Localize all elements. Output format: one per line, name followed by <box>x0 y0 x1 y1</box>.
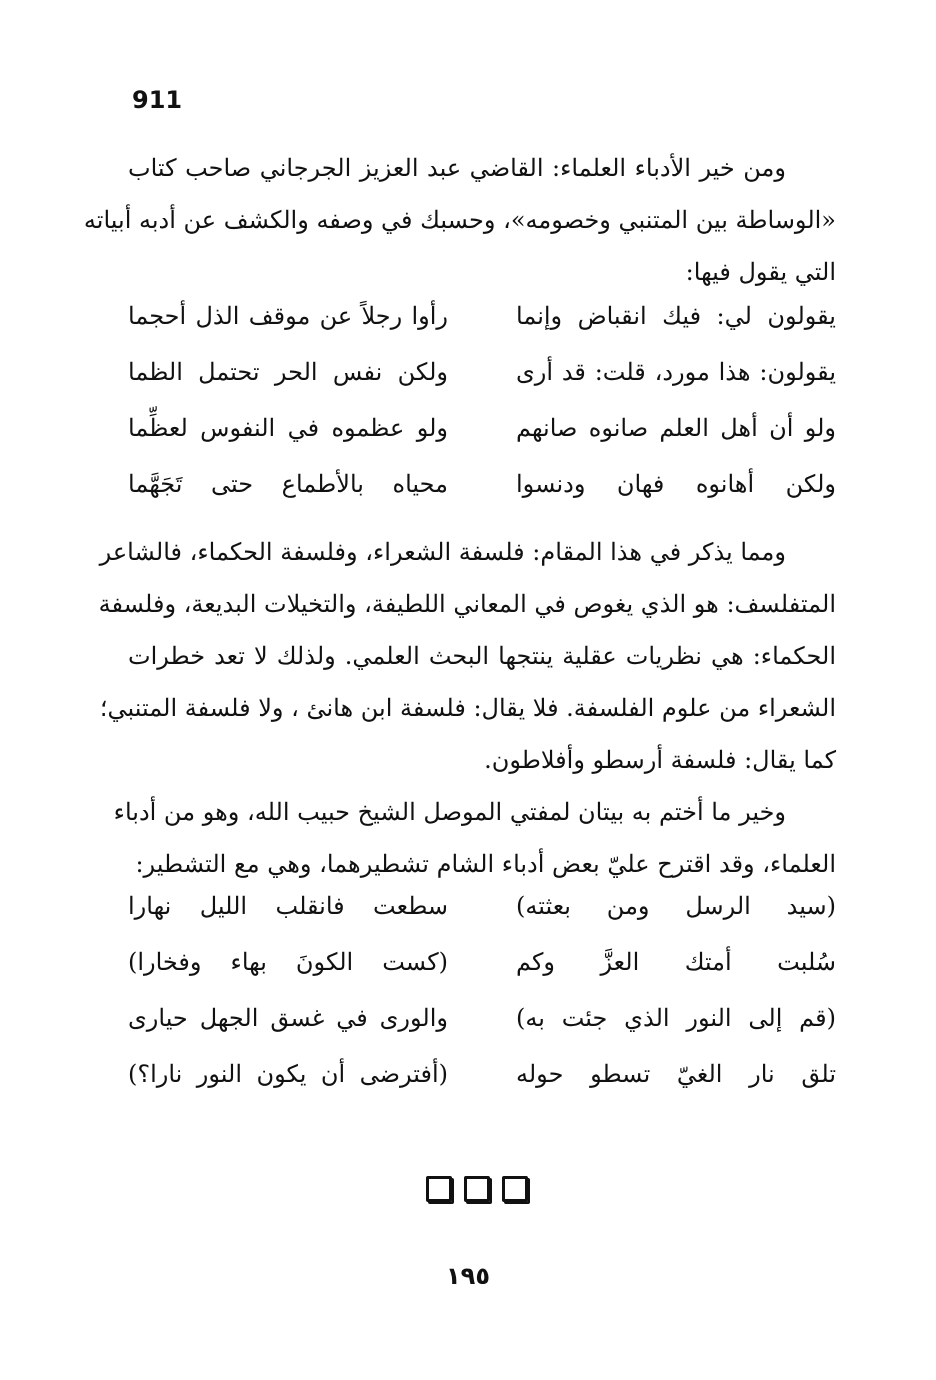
verse <box>128 1060 836 1116</box>
verse-first-hemistich: يقولون لي: فيك انقباض وإنما <box>516 302 836 330</box>
verse <box>128 414 836 470</box>
verse-first-hemistich: ولو أن أهل العلم صانوه صانهم <box>516 414 836 442</box>
paragraph-closing <box>113 786 836 890</box>
verse-second-hemistich: رأوا رجلاً عن موقف الذل أحجما <box>128 302 448 330</box>
text-line: العلماء، وقد اقترح عليّ بعض أدباء الشام تشطيرهما، وهي مع التشطير: <box>135 850 836 878</box>
verse-first-hemistich: سُلبت أمتك العزَّ وكم <box>516 948 836 976</box>
text-line: التي يقول فيها: <box>685 258 836 286</box>
text-line: الحكماء: هي نظريات عقلية ينتجها البحث العلمي. ولذلك لا تعد خطرات <box>128 642 836 670</box>
section-divider <box>426 1176 528 1202</box>
paragraph-philosophy <box>98 526 836 786</box>
verse-second-hemistich: محياه بالأطماع حتى تَجَهَّما <box>128 470 448 498</box>
verse-first-hemistich: (سيد الرسل ومن بعثته) <box>516 892 836 920</box>
verse-first-hemistich: يقولون: هذا مورد، قلت: قد أرى <box>516 358 836 386</box>
verse-second-hemistich: سطعت فانقلب الليل نهارا <box>128 892 448 920</box>
verse <box>128 892 836 948</box>
square-ornament-icon <box>464 1176 490 1202</box>
verse <box>128 1004 836 1060</box>
verse <box>128 302 836 358</box>
text-line: وخير ما أختم به بيتان لمفتي الموصل الشيخ حبيب الله، وهو من أدباء <box>113 798 786 826</box>
text-line: ومن خير الأدباء العلماء: القاضي عبد العزيز الجرجاني صاحب كتاب <box>128 154 786 182</box>
paragraph-intro <box>83 142 836 298</box>
square-ornament-icon <box>426 1176 452 1202</box>
text-line: الشعراء من علوم الفلسفة. فلا يقال: فلسفة ابن هانئ ، ولا فلسفة المتنبي؛ <box>99 694 836 722</box>
verse-second-hemistich: (أفترضى أن يكون النور نارا؟) <box>128 1060 448 1088</box>
page-number-bottom: ١٩٥ <box>446 1262 490 1290</box>
text-line: كما يقال: فلسفة أرسطو وأفلاطون. <box>484 746 836 774</box>
verse-second-hemistich: ولكن نفس الحر تحتمل الظما <box>128 358 448 386</box>
verse-first-hemistich: ولكن أهانوه فهان ودنسوا <box>516 470 836 498</box>
text-line: المتفلسف: هو الذي يغوص في المعاني اللطيفة، والتخيلات البديعة، وفلسفة <box>98 590 836 618</box>
verse <box>128 470 836 526</box>
poem-tashtir <box>128 892 836 1116</box>
verse-second-hemistich: (كست الكونَ بهاء وفخارا) <box>128 948 448 976</box>
verse-second-hemistich: ولو عظموه في النفوس لعظِّما <box>128 414 448 442</box>
poem-jurjani <box>128 302 836 526</box>
verse-first-hemistich: تلق نار الغيّ تسطو حوله <box>516 1060 836 1088</box>
verse <box>128 358 836 414</box>
text-line: «الوساطة بين المتنبي وخصومه»، وحسبك في وصفه والكشف عن أدبه أبياته <box>83 206 836 234</box>
verse-first-hemistich: (قم إلى النور الذي جئت به) <box>516 1004 836 1032</box>
text-line: ومما يذكر في هذا المقام: فلسفة الشعراء، وفلسفة الحكماء، فالشاعر <box>99 538 786 566</box>
verse-second-hemistich: والورى في غسق الجهل حيارى <box>128 1004 448 1032</box>
page-number-top: 911 <box>132 86 183 114</box>
square-ornament-icon <box>502 1176 528 1202</box>
verse <box>128 948 836 1004</box>
